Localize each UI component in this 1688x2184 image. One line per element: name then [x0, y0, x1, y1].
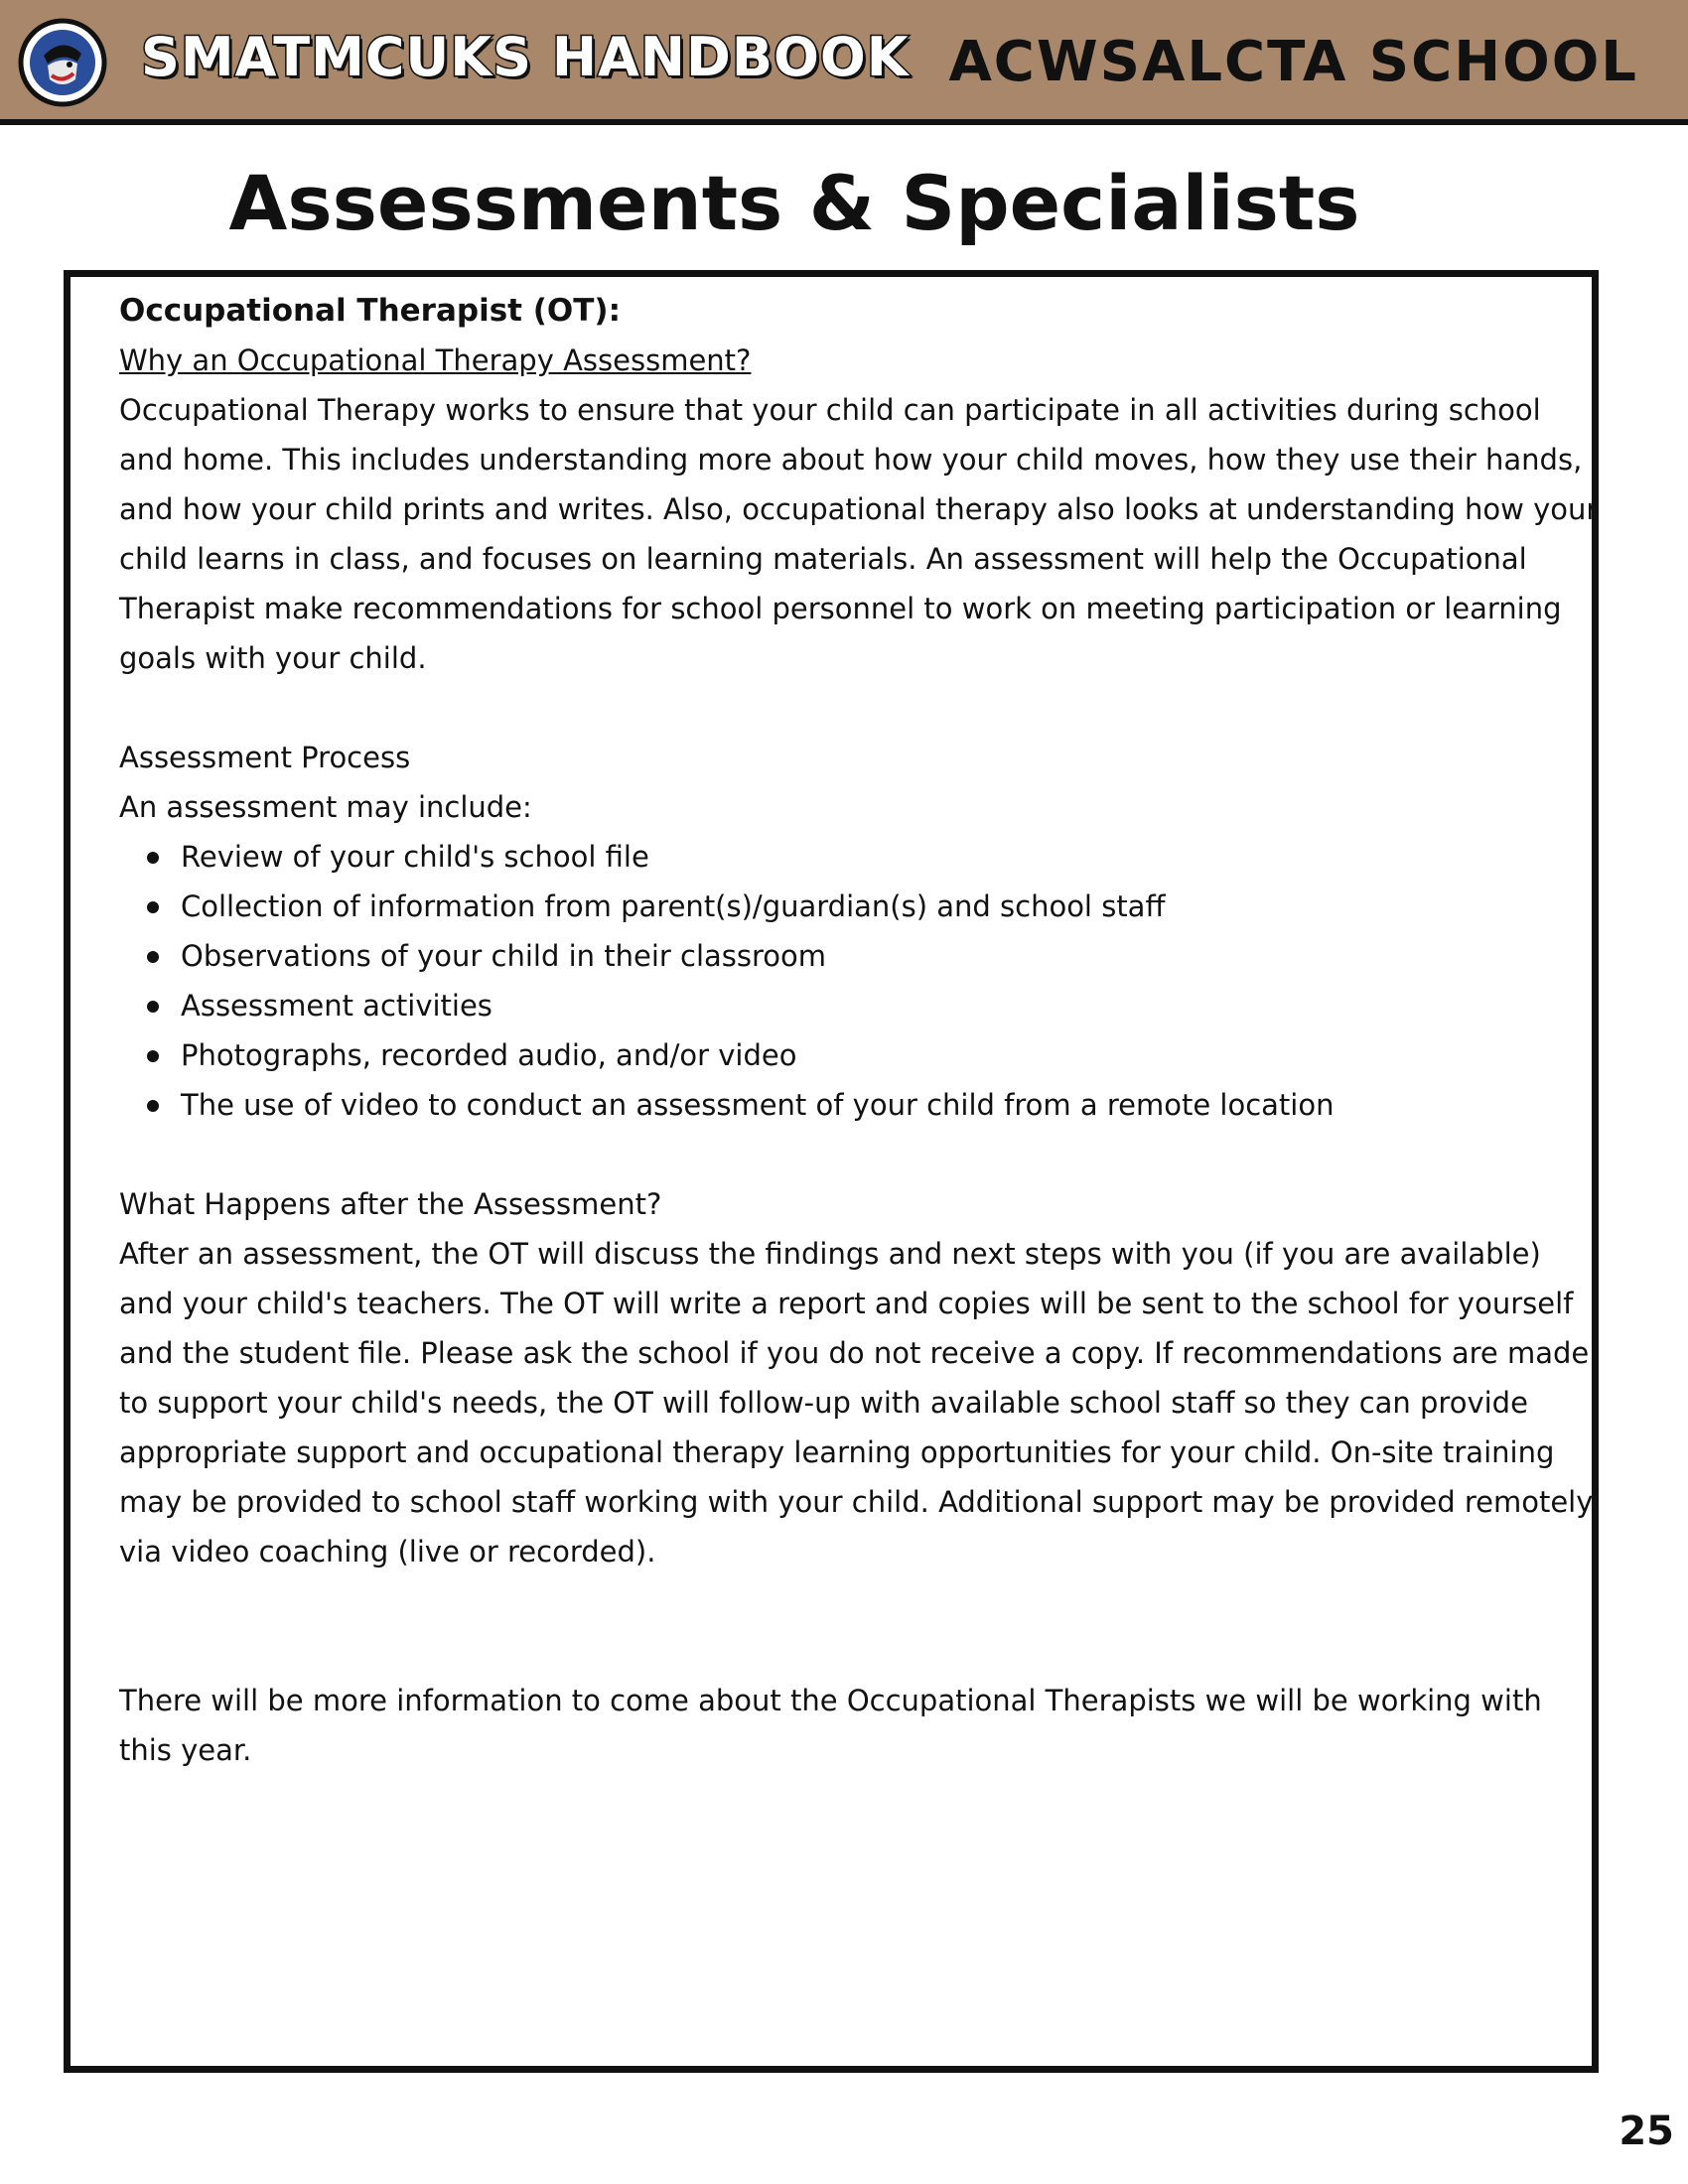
list-item: Observations of your child in their classroom: [119, 931, 1599, 981]
list-item: Collection of information from parent(s)/guardian(s) and school staff: [119, 882, 1599, 931]
page-number: 25: [1618, 2109, 1674, 2154]
handbook-title: SMATMCUKS HANDBOOK: [141, 26, 910, 88]
list-item: Review of your child's school file: [119, 832, 1599, 882]
content-body: [119, 286, 1599, 1775]
school-name: ACWSALCTA SCHOOL: [948, 30, 1638, 94]
process-list: [119, 832, 1599, 1130]
why-heading: Why an Occupational Therapy Assessment?: [119, 343, 752, 377]
after-paragraph: After an assessment, the OT will discuss the findings and next steps with you (if you are available) and your child's teachers. The OT will write a report and copies will be sent to the school for yourself and the student file. Please ask the school if you do not receive a copy. If recommendations are made to support your child's needs, the OT will follow-up with available school staff so they can provide appropriate support and occupational therapy learning opportunities for your child. On-site training may be provided to school staff working with your child. Additional support may be provided remotely via video coaching (live or recorded).: [119, 1237, 1594, 1569]
closing-paragraph: There will be more information to come about the Occupational Therapists we will be working with this year.: [119, 1684, 1542, 1767]
process-heading: Assessment Process: [119, 741, 411, 774]
process-intro: An assessment may include:: [119, 790, 532, 824]
list-item: Assessment activities: [119, 981, 1599, 1030]
list-item: Photographs, recorded audio, and/or video: [119, 1030, 1599, 1080]
page-title: Assessments & Specialists: [228, 159, 1360, 247]
after-heading: What Happens after the Assessment?: [119, 1187, 662, 1221]
section-heading: Occupational Therapist (OT):: [119, 293, 621, 329]
why-paragraph: Occupational Therapy works to ensure that your child can participate in all activities during school and home. This includes understanding more about how your child moves, how they use their hands, and how your child prints and writes. Also, occupational therapy also looks at understanding how your child learns in class, and focuses on learning materials. An assessment will help the Occupational Therapist make recommendations for school personnel to work on meeting participation or learning goals with your child.: [119, 393, 1599, 675]
school-mascot-logo-icon: [18, 18, 107, 107]
page-header: [0, 0, 1688, 125]
list-item: The use of video to conduct an assessment of your child from a remote location: [119, 1080, 1599, 1130]
